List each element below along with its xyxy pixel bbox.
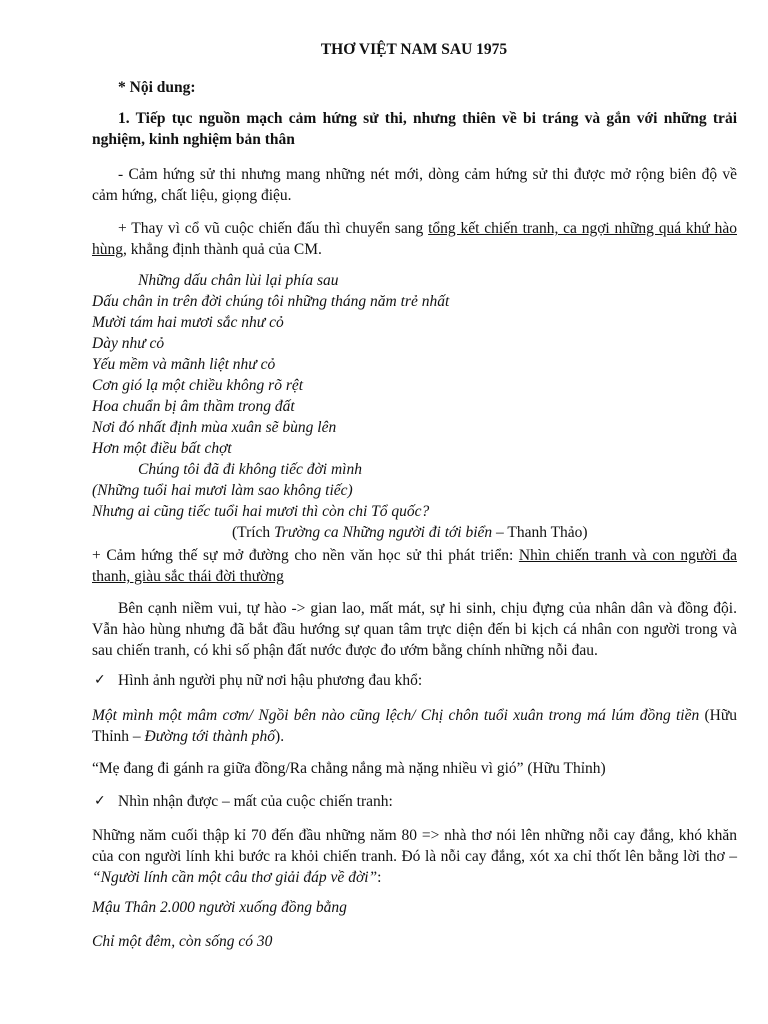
quote-text: Một mình một mâm cơm/ Ngồi bên nào cũng lệch/ Chị chôn tuổi xuân trong má lúm đồng tiền: [92, 707, 700, 724]
paragraph-plus-summary-end: , khẳng định thành quả của CM.: [123, 241, 322, 258]
citation-prefix: (Trích: [232, 524, 275, 541]
paragraph-beside: Bên cạnh niềm vui, tự hào -> gian lao, mất mát, sự hi sinh, chịu đựng của nhân dân và đồng đội. Vẫn hào hùng nhưng đã bắt đầu hướng sự quan tâm trực diện đến bi kịch cá nhân con người trong và sau chiến tranh, có khi số phận đất nước được đo ướm bằng chính những nỗi đau.: [92, 600, 737, 659]
poem-line: Hơn một điều bất chợt: [92, 440, 232, 457]
poem-2-line: Mậu Thân 2.000 người xuống đồng bằng: [92, 899, 347, 916]
underlined-phrase: tổng kết chiến tranh, ca ngợi những quá khứ hào hùng: [92, 220, 737, 258]
poem-line: Dày như cỏ: [92, 335, 165, 352]
poem-2-line: Chỉ một đêm, còn sống có 30: [92, 933, 273, 950]
check-mark-icon: ✓: [94, 793, 106, 809]
paragraph-70s-quote: “Người lính cần một câu thơ giải đáp về đời”: [92, 869, 378, 886]
paragraph-plus-worldly-text: + Cảm hứng thế sự mở đường cho nền văn học sử thi phát triển:: [92, 547, 519, 564]
poem-line: Nhưng ai cũng tiếc tuổi hai mươi thì còn chi Tổ quốc?: [92, 503, 430, 520]
poem-line: Hoa chuẩn bị âm thầm trong đất: [92, 398, 295, 415]
citation-work: Trường ca Những người đi tới biển: [274, 524, 493, 541]
poem-line: Mười tám hai mươi sắc như cỏ: [92, 314, 284, 331]
poem-line: Cơn gió lạ một chiều không rõ rệt: [92, 377, 304, 394]
bullet-women: Hình ảnh người phụ nữ nơi hậu phương đau khổ:: [118, 672, 423, 689]
bullet-gain-loss: Nhìn nhận được – mất của cuộc chiến tranh:: [118, 793, 393, 810]
citation-author: – Thanh Thảo): [492, 524, 588, 541]
page-title: THƠ VIỆT NAM SAU 1975: [320, 41, 508, 58]
quote-one-meal: [92, 705, 737, 747]
poem-line: Chúng tôi đã đi không tiếc đời mình: [138, 461, 362, 478]
poem-line: Dấu chân in trên đời chúng tôi những tháng năm trẻ nhất: [92, 293, 450, 310]
quote-source-end: ).: [275, 728, 285, 745]
section-1-heading: 1. Tiếp tục nguồn mạch cảm hứng sử thi, nhưng thiên về bi tráng và gắn với những trải nghiệm, kinh nghiệm bản thân: [92, 110, 737, 148]
quote-source-prefix: (Hữu Thỉnh –: [92, 707, 738, 745]
quote-source-work: Đường tới thành phố: [144, 728, 276, 745]
poem-line: Nơi đó nhất định mùa xuân sẽ bùng lên: [92, 419, 337, 436]
poem-line: (Những tuổi hai mươi làm sao không tiếc): [92, 482, 353, 499]
paragraph-plus-worldly: [92, 545, 737, 587]
paragraph-70s-text: Những năm cuối thập kỉ 70 đến đầu những năm 80 => nhà thơ nói lên những nỗi cay đắng, khó khăn của con người lính khi bước ra khỏi chiến tranh. Đó là nỗi cay đắng, xót xa chỉ thốt lên bằng lời thơ –: [92, 827, 737, 865]
check-mark-icon: ✓: [94, 672, 106, 688]
underlined-phrase: Nhìn chiến tranh và con người đa thanh, giàu sắc thái đời thường: [92, 547, 737, 585]
poem-line: Những dấu chân lùi lại phía sau: [138, 272, 339, 289]
poem-line: Yếu mềm và mãnh liệt như cỏ: [92, 356, 276, 373]
paragraph-epic: - Cảm hứng sử thi nhưng mang những nét mới, dòng cảm hứng sử thi được mở rộng biên độ về cảm hứng, chất liệu, giọng điệu.: [92, 166, 737, 204]
paragraph-70s-end: :: [377, 869, 382, 886]
paragraph-70s: [92, 825, 737, 888]
poem-citation: [232, 523, 588, 543]
quote-mother: “Mẹ đang đi gánh ra giữa đồng/Ra chẳng nắng mà nặng nhiều vì gió” (Hữu Thỉnh): [92, 760, 606, 777]
paragraph-plus-summary: [92, 218, 737, 260]
paragraph-plus-summary-text: + Thay vì cổ vũ cuộc chiến đấu thì chuyển sang: [118, 220, 429, 237]
content-heading: * Nội dung:: [118, 79, 196, 96]
